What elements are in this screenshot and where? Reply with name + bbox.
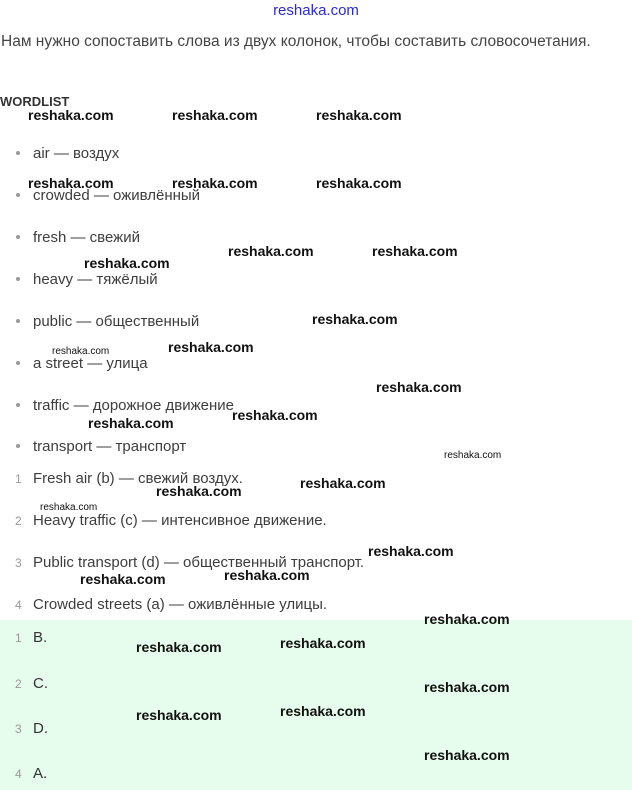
- bullet-icon: [16, 403, 20, 407]
- watermark: reshaka.com: [232, 407, 318, 423]
- phrase-item: 1 Fresh air (b) — свежий воздух.: [15, 470, 243, 487]
- watermark: reshaka.com: [300, 475, 386, 491]
- bullet-icon: [16, 235, 20, 239]
- intro-text: Нам нужно сопоставить слова из двух колонок, чтобы составить словосочетания.: [1, 33, 591, 50]
- watermark: reshaka.com: [84, 255, 170, 271]
- list-item: public — общественный: [16, 313, 199, 330]
- watermark: reshaka.com: [316, 175, 402, 191]
- watermark: reshaka.com: [444, 450, 502, 461]
- watermark: reshaka.com: [156, 483, 242, 499]
- watermark: reshaka.com: [136, 707, 222, 723]
- watermark: reshaka.com: [224, 567, 310, 583]
- bullet-icon: [16, 193, 20, 197]
- site-watermark: reshaka.com: [273, 2, 359, 19]
- watermark: reshaka.com: [168, 339, 254, 355]
- bullet-icon: [16, 319, 20, 323]
- watermark: reshaka.com: [80, 571, 166, 587]
- watermark: reshaka.com: [280, 635, 366, 651]
- watermark: reshaka.com: [280, 703, 366, 719]
- watermark: reshaka.com: [372, 243, 458, 259]
- watermark: reshaka.com: [52, 346, 110, 357]
- bullet-icon: [16, 277, 20, 281]
- bullet-icon: [16, 151, 20, 155]
- list-item: crowded — оживлённый: [16, 187, 200, 204]
- bullet-icon: [16, 444, 20, 448]
- answer-item: 3 D.: [15, 720, 48, 737]
- phrase-item: 4 Crowded streets (a) — оживлённые улицы.: [15, 596, 328, 613]
- watermark: reshaka.com: [28, 107, 114, 123]
- list-item: a street — улица: [16, 355, 148, 372]
- watermark: reshaka.com: [136, 639, 222, 655]
- answer-item: 4 A.: [15, 765, 48, 782]
- watermark: reshaka.com: [376, 379, 462, 395]
- answer-item: 1 B.: [15, 629, 48, 646]
- bullet-icon: [16, 361, 20, 365]
- watermark: reshaka.com: [424, 747, 510, 763]
- watermark: reshaka.com: [368, 543, 454, 559]
- phrase-item: 2 Heavy traffic (c) — интенсивное движение.: [15, 512, 327, 529]
- watermark: reshaka.com: [424, 611, 510, 627]
- watermark: reshaka.com: [40, 502, 98, 513]
- phrase-item: 3 Public transport (d) — общественный транспорт.: [15, 554, 365, 571]
- answer-item: 2 C.: [15, 675, 48, 692]
- watermark: reshaka.com: [28, 175, 114, 191]
- watermark: reshaka.com: [228, 243, 314, 259]
- watermark: reshaka.com: [312, 311, 398, 327]
- list-item: traffic — дорожное движение: [16, 397, 234, 414]
- watermark: reshaka.com: [424, 679, 510, 695]
- wordlist-title: WORDLIST: [0, 94, 70, 109]
- list-item: transport — транспорт: [16, 438, 186, 455]
- watermark: reshaka.com: [172, 175, 258, 191]
- list-item: fresh — свежий: [16, 229, 140, 246]
- list-item: air — воздух: [16, 145, 119, 162]
- watermark: reshaka.com: [88, 415, 174, 431]
- list-item: heavy — тяжёлый: [16, 271, 158, 288]
- watermark: reshaka.com: [172, 107, 258, 123]
- watermark: reshaka.com: [316, 107, 402, 123]
